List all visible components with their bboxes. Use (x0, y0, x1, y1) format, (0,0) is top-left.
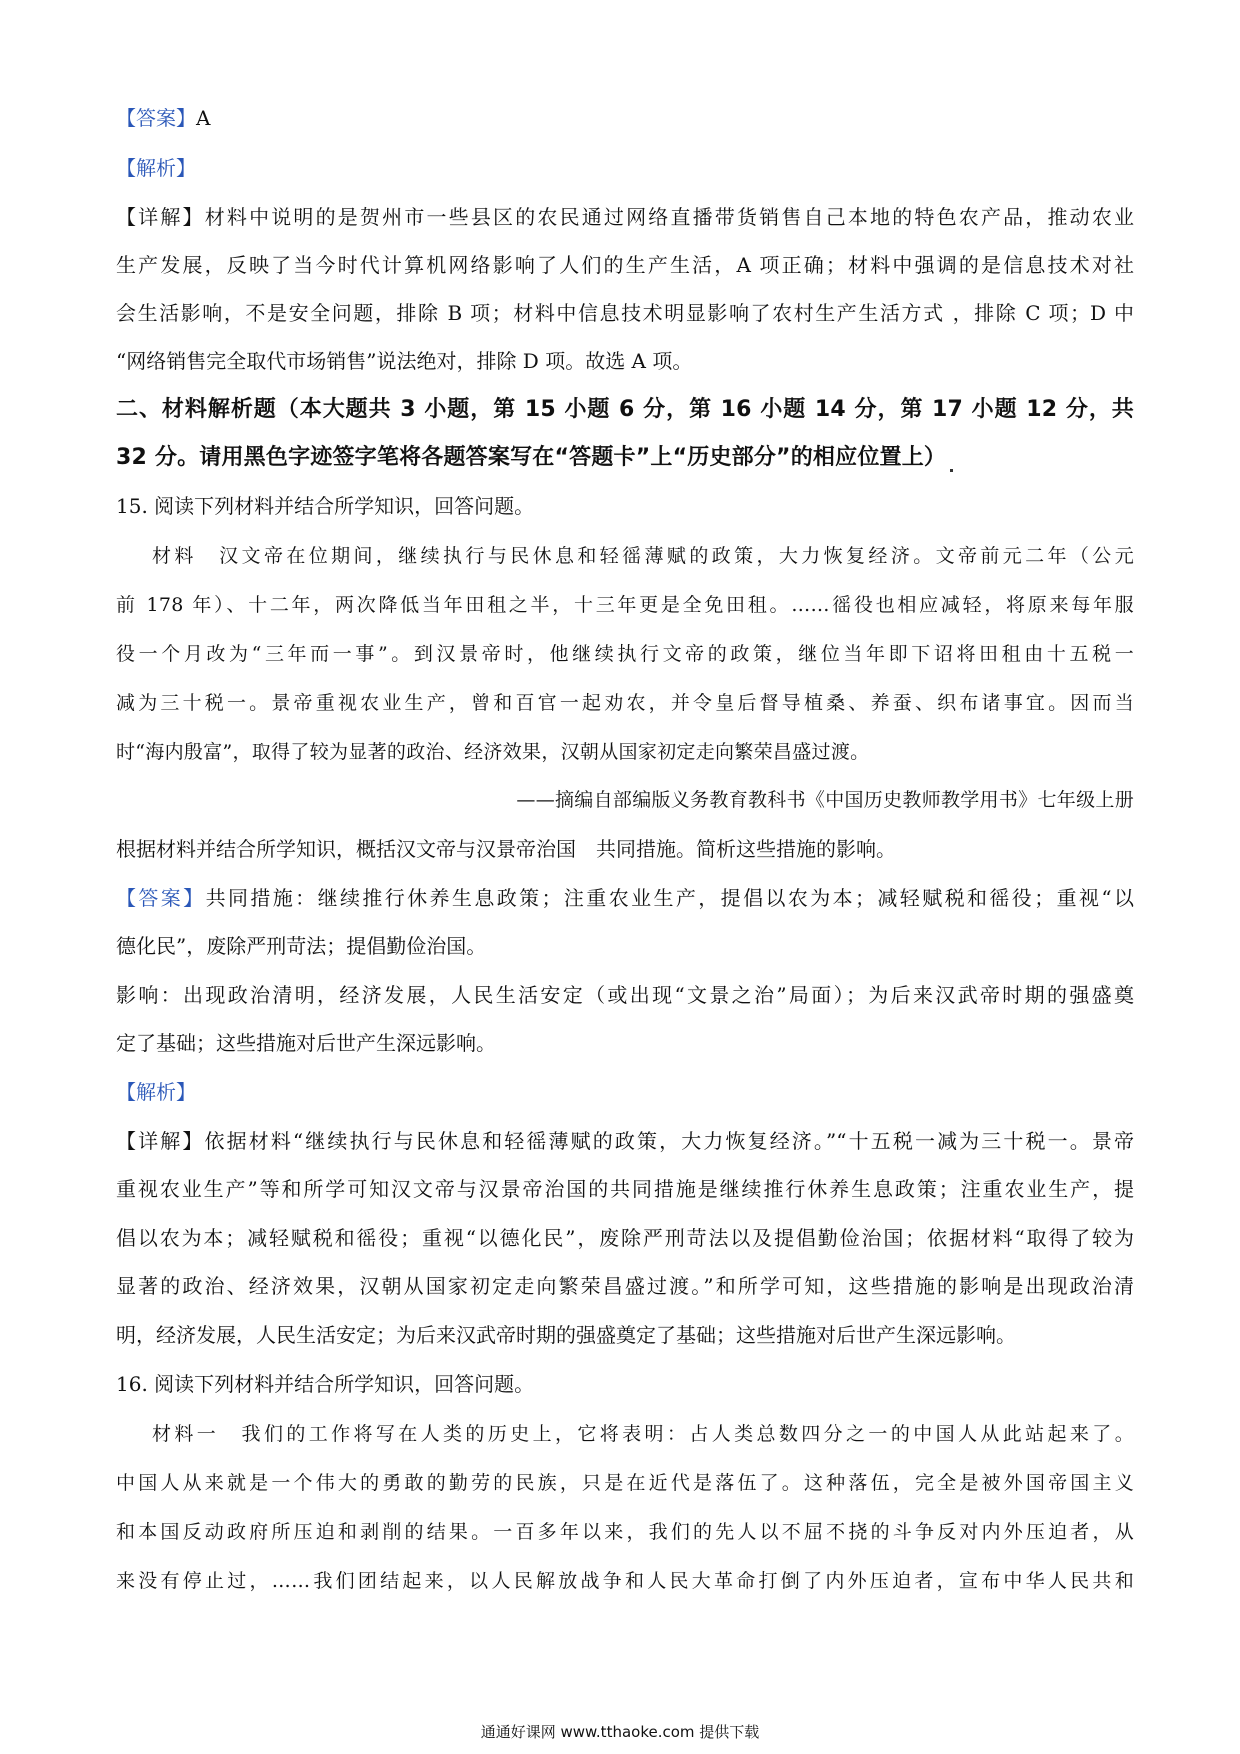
q16-material-line-0: 材料一 我们的工作将写在人类的历史上，它将表明：占人类总数四分之一的中国人从此站起来了。 (152, 1423, 1134, 1445)
q15-detail-line-3: 显著的政治、经济效果，汉朝从国家初定走向繁荣昌盛过渡。”和所学可知，这些措施的影响是出现政治清 (116, 1274, 1134, 1298)
q16-material-line-1: 中国人从来就是一个伟大的勇敢的勤劳的民族，只是在近代是落伍了。这种落伍，完全是被外国帝国主义 (116, 1472, 1134, 1494)
q15-detail-line-1: 重视农业生产”等和所学可知汉文帝与汉景帝治国的共同措施是继续推行休养生息政策；注重农业生产，提 (116, 1177, 1134, 1201)
q15-material-line-4: 时“海内殷富”，取得了较为显著的政治、经济效果，汉朝从国家初定走向繁荣昌盛过渡。 (116, 741, 870, 763)
section-heading-text-1: 32 分。请用黑色字迹签字笔将各题答案写在“答题卡”上“历史部分”的相应位置上） (116, 445, 947, 470)
q15-detail-text-0: 依据材料“继续执行与民休息和轻徭薄赋的政策，大力恢复经济。”“十五税一减为三十税一。景帝 (204, 1129, 1134, 1153)
q15-material-line-1: 前 178 年）、十二年，两次降低当年田租之半，十三年更是全免田租。……徭役也相应减轻，将原来每年服 (116, 594, 1134, 616)
q14-detail-text-0: 材料中说明的是贺州市一些县区的农民通过网络直播带货销售自己本地的特色农产品，推动农业 (204, 205, 1134, 229)
q15-material-line-0: 材料 汉文帝在位期间，继续执行与民休息和轻徭薄赋的政策，大力恢复经济。文帝前元二年（公元 (152, 545, 1134, 567)
q15-material-source: ——摘编自部编版义务教育教科书《中国历史教师教学用书》七年级上册 (516, 789, 1134, 811)
q14-analysis-line (116, 154, 1134, 182)
q15-material-line-2: 役一个月改为“三年而一事”。到汉景帝时，他继续执行文帝的政策，继位当年即下诏将田租由十五税一 (116, 643, 1134, 665)
q16-material-line-2: 和本国反动政府所压迫和剥削的结果。一百多年以来，我们的先人以不屈不挠的斗争反对内外压迫者，从 (116, 1521, 1134, 1543)
q15-detail-line-2: 倡以农为本；减轻赋税和徭役；重视“以德化民”，废除严刑苛法以及提倡勤俭治国；依据材料“取得了较为 (116, 1226, 1134, 1250)
q15-answer-text-0: 共同措施：继续推行休养生息政策；注重农业生产，提倡以农为本；减轻赋税和徭役；重视“以 (205, 886, 1134, 910)
q14-answer-value: A (196, 106, 211, 130)
q16-stem: 16. 阅读下列材料并结合所学知识，回答问题。 (116, 1372, 535, 1396)
q16-material-line-3: 来没有停止过，……我们团结起来，以人民解放战争和人民大革命打倒了内外压迫者，宣布中华人民共和 (116, 1570, 1134, 1592)
q15-stem: 15. 阅读下列材料并结合所学知识，回答问题。 (116, 494, 535, 518)
q14-detail-line-0 (116, 203, 1134, 231)
q15-answer-line-1: 德化民”，废除严刑苛法；提倡勤俭治国。 (116, 934, 487, 958)
scan-mark (950, 469, 953, 472)
q14-detail-tag: 【详解】 (116, 205, 205, 229)
q15-analysis-line (116, 1078, 1134, 1106)
q14-detail-line-1: 生产发展，反映了当今时代计算机网络影响了人们的生产生活，A 项正确；材料中强调的是信息技术对社 (116, 253, 1134, 277)
q15-question: 根据材料并结合所学知识，概括汉文帝与汉景帝治国 共同措施。简析这些措施的影响。 (116, 837, 896, 861)
q15-answer-tag: 【答案】 (116, 886, 206, 910)
section-heading-line-1 (116, 444, 1134, 472)
q15-detail-line-4: 明，经济发展，人民生活安定；为后来汉武帝时期的强盛奠定了基础；这些措施对后世产生深远影响。 (116, 1323, 1016, 1347)
q15-material-line-3: 减为三十税一。景帝重视农业生产，曾和百官一起劝农，并令皇后督导植桑、养蚕、织布诸事宜。因而当 (116, 692, 1134, 714)
q14-analysis-tag: 【解析】 (116, 156, 196, 180)
q14-answer-line (116, 104, 1134, 132)
q15-answer-line-2: 影响：出现政治清明，经济发展，人民生活安定（或出现“文景之治”局面）；为后来汉武帝时期的强盛奠 (116, 983, 1134, 1007)
page-footer: 通通好课网 www.tthaoke.com 提供下载 (480, 1723, 760, 1741)
q14-answer-tag: 【答案】 (116, 106, 196, 130)
section-heading-line-0: 二、材料解析题（本大题共 3 小题，第 15 小题 6 分，第 16 小题 14 分，第 17 小题 12 分，共 (116, 397, 1134, 422)
q14-detail-line-2: 会生活影响，不是安全问题，排除 B 项；材料中信息技术明显影响了农村生产生活方式 ，排除 C 项；D 中 (116, 301, 1134, 325)
q15-detail-tag: 【详解】 (116, 1129, 205, 1153)
q15-analysis-tag: 【解析】 (116, 1080, 196, 1104)
q15-answer-line-0 (116, 884, 1134, 912)
q14-detail-line-3: “网络销售完全取代市场销售”说法绝对，排除 D 项。故选 A 项。 (116, 349, 693, 373)
q15-detail-line-0 (116, 1127, 1134, 1155)
q15-answer-line-3: 定了基础；这些措施对后世产生深远影响。 (116, 1031, 496, 1055)
